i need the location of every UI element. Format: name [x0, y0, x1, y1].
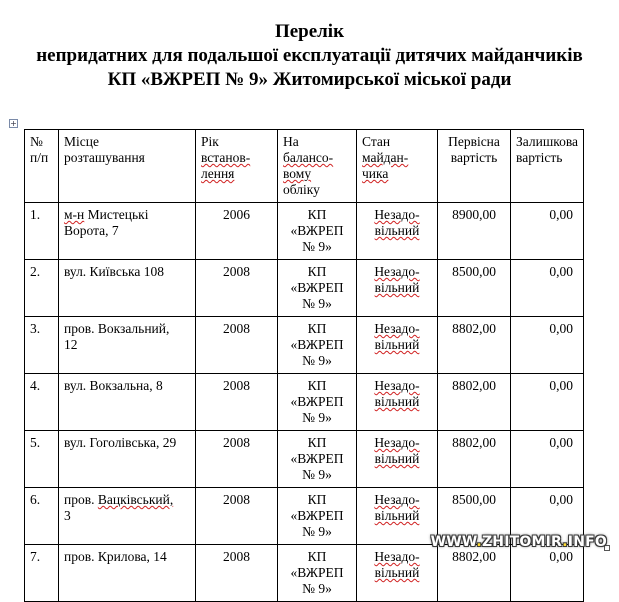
cell-number: 3.	[25, 317, 59, 374]
cell-initial-cost: 8500,00	[438, 488, 511, 545]
cell-state: Незадо- вільний	[357, 545, 438, 602]
table-row	[25, 260, 584, 317]
cell-initial-cost: 8500,00	[438, 260, 511, 317]
cell-number: 5.	[25, 431, 59, 488]
title-line-1: Перелік	[274, 21, 345, 42]
table-row	[25, 374, 584, 431]
cell-location: пров. Вацківський, 3	[59, 488, 196, 545]
cell-residual-cost: 0,00	[511, 317, 584, 374]
cell-location: пров. Крилова, 14	[59, 545, 196, 602]
cell-residual-cost: 0,00	[511, 260, 584, 317]
title-line-3: КП «ВЖРЕП № 9» Житомирської міської ради	[107, 69, 512, 90]
cell-initial-cost: 8900,00	[438, 203, 511, 260]
title-line-2: непридатних для подальшої експлуатації дитячих майданчиків	[36, 45, 583, 66]
cell-state: Незадо- вільний	[357, 203, 438, 260]
cell-location: вул. Київська 108	[59, 260, 196, 317]
table-header-row	[25, 130, 584, 203]
cell-state: Незадо- вільний	[357, 488, 438, 545]
cell-location: вул. Гоголівська, 29	[59, 431, 196, 488]
header-residual-cost: Залишкова вартість	[511, 130, 584, 203]
cell-year: 2008	[196, 374, 278, 431]
cell-state: Незадо- вільний	[357, 317, 438, 374]
header-number: № п/п	[25, 130, 59, 203]
document-title	[0, 20, 619, 92]
playgrounds-table	[24, 129, 584, 602]
header-state: Стан майдан- чика	[357, 130, 438, 203]
cell-balance: КП «ВЖРЕП № 9»	[278, 488, 357, 545]
cell-location: вул. Вокзальна, 8	[59, 374, 196, 431]
cell-balance: КП «ВЖРЕП № 9»	[278, 545, 357, 602]
cell-residual-cost: 0,00	[511, 431, 584, 488]
cell-number: 1.	[25, 203, 59, 260]
cell-year: 2008	[196, 545, 278, 602]
cell-residual-cost: 0,00	[511, 545, 584, 602]
cell-balance: КП «ВЖРЕП № 9»	[278, 431, 357, 488]
cell-residual-cost: 0,00	[511, 203, 584, 260]
cell-year: 2006	[196, 203, 278, 260]
table-row	[25, 203, 584, 260]
cell-location: м-н Мистецькі Ворота, 7	[59, 203, 196, 260]
header-location: Місце розташування	[59, 130, 196, 203]
cell-balance: КП «ВЖРЕП № 9»	[278, 317, 357, 374]
cell-year: 2008	[196, 431, 278, 488]
cell-residual-cost: 0,00	[511, 374, 584, 431]
header-initial-cost: Первісна вартість	[438, 130, 511, 203]
cell-state: Незадо- вільний	[357, 431, 438, 488]
table-row	[25, 431, 584, 488]
cell-number: 6.	[25, 488, 59, 545]
cell-number: 4.	[25, 374, 59, 431]
move-handle-icon[interactable]: +	[10, 119, 17, 128]
table-row	[25, 317, 584, 374]
cell-initial-cost: 8802,00	[438, 374, 511, 431]
cell-initial-cost: 8802,00	[438, 431, 511, 488]
cell-number: 7.	[25, 545, 59, 602]
cell-year: 2008	[196, 488, 278, 545]
cell-location: пров. Вокзальний, 12	[59, 317, 196, 374]
cell-number: 2.	[25, 260, 59, 317]
cell-balance: КП «ВЖРЕП № 9»	[278, 260, 357, 317]
cell-initial-cost: 8802,00	[438, 317, 511, 374]
cell-state: Незадо- вільний	[357, 374, 438, 431]
cell-state: Незадо- вільний	[357, 260, 438, 317]
cell-year: 2008	[196, 317, 278, 374]
cell-initial-cost: 8802,00	[438, 545, 511, 602]
site-watermark: WWW.ZHITOMIR.INFO	[430, 534, 607, 550]
cell-year: 2008	[196, 260, 278, 317]
header-balance: На балансо- вому обліку	[278, 130, 357, 203]
cell-balance: КП «ВЖРЕП № 9»	[278, 203, 357, 260]
cell-balance: КП «ВЖРЕП № 9»	[278, 374, 357, 431]
cell-residual-cost: 0,00	[511, 488, 584, 545]
table-row	[25, 545, 584, 602]
header-year: Рік встанов- лення	[196, 130, 278, 203]
